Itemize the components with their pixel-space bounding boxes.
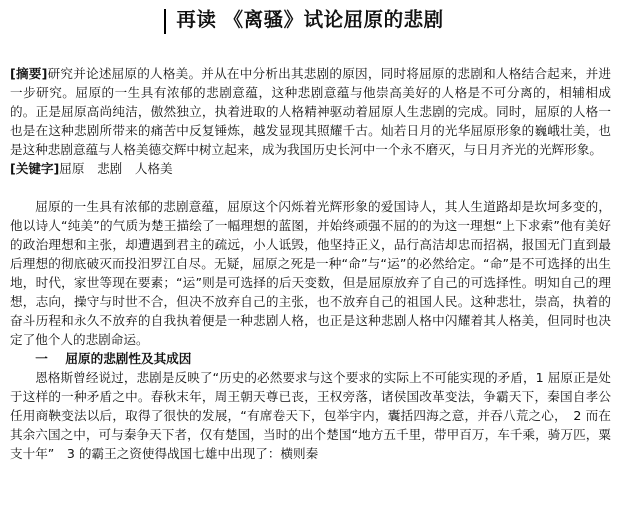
keywords-text: 屈原 悲剧 人格美 <box>59 161 173 176</box>
section-heading-1 <box>10 349 611 368</box>
section-title: 屈原的悲剧性及其成因 <box>65 351 192 366</box>
body-paragraph-1: 屈原的一生具有浓郁的悲剧意蕴，屈原这个闪烁着光辉形象的爱国诗人，其人生道路却是坎坷多变的，他以诗人“纯美”的气质为楚王描绘了一幅理想的蓝图，并始终顽强不屈的的为这一理想“上下求索”他有美好的政治理想和主张，却遭遇到君主的疏远，小人诋毁，他坚持正义，品行高洁却忠而招祸，报国无门直到最后理想的彻底破灭而投汨罗江自尽。无疑，屈原之死是一种“命”与“运”的必然给定。“命”是不可选择的出生地，时代，家世等现在要素；“运”则是可选择的后天变数，但是屈原放弃了自己的可选择性。明知自己的理想，志向，操守与时世不合，但决不放弃自己的主张，也不放弃自己的祖国人民。这种悲壮，崇高，执着的奋斗历程和永久不放弃的自我执着便是一种悲剧人格，也正是这种悲剧人格中闪耀着其人格美，但同时也决定了他个人的悲剧命运。 <box>10 199 611 347</box>
abstract-text: 研究并论述屈原的人格美。并从在中分析出其悲剧的原因，同时将屈原的悲剧和人格结合起来，并进一步研究。屈原的一生具有浓郁的悲剧意蕴，这种悲剧意蕴与他崇高美好的人格是不可分离的，相辅相成的。正是屈原高尚纯洁，傲然独立，执着进取的人格精神驱动着屈原人生悲剧的完成。同时，屈原的人格一也是在这种悲剧所带来的痛苦中反复锤炼，越发显现其照耀千古。灿若日月的光华屈原形象的巍峨壮美，也是这种悲剧意蕴与人格美德交辉中树立起来，成为我国历史长河中一个永不磨灭，与日月齐光的光辉形象。 <box>10 66 612 157</box>
keywords-paragraph <box>10 159 611 178</box>
abstract-tag: [摘要] <box>10 66 48 81</box>
keywords-tag: [关键字] <box>10 161 60 176</box>
blank-line <box>10 178 611 197</box>
section-number: 一 <box>35 351 48 366</box>
document-body <box>10 64 611 463</box>
document-title: 再读 《离骚》试论屈原的悲剧 <box>176 8 444 31</box>
body-paragraph-2: 恩格斯曾经说过，悲剧是反映了“历史的必然要求与这个要求的实际上不可能实现的矛盾，1 屈原正是处于这样的一种矛盾之中。春秋末年，周王朝天尊已丧，王权旁落，诸侯国改革变法，争霸天下，秦国自孝公任用商鞅变法以后，取得了很快的发展，“有席卷天下，包举宇内，囊括四海之意，并吞八荒之心， 2 而在其余六国之中，可与秦争天下者，仅有楚国，当时的出个楚国“地方五千里，带甲百万，车千乘，骑万匹，粟支十年” 3 的霸王之资使得战国七雄中出现了：横则秦 <box>10 370 611 461</box>
abstract-paragraph <box>10 64 611 159</box>
